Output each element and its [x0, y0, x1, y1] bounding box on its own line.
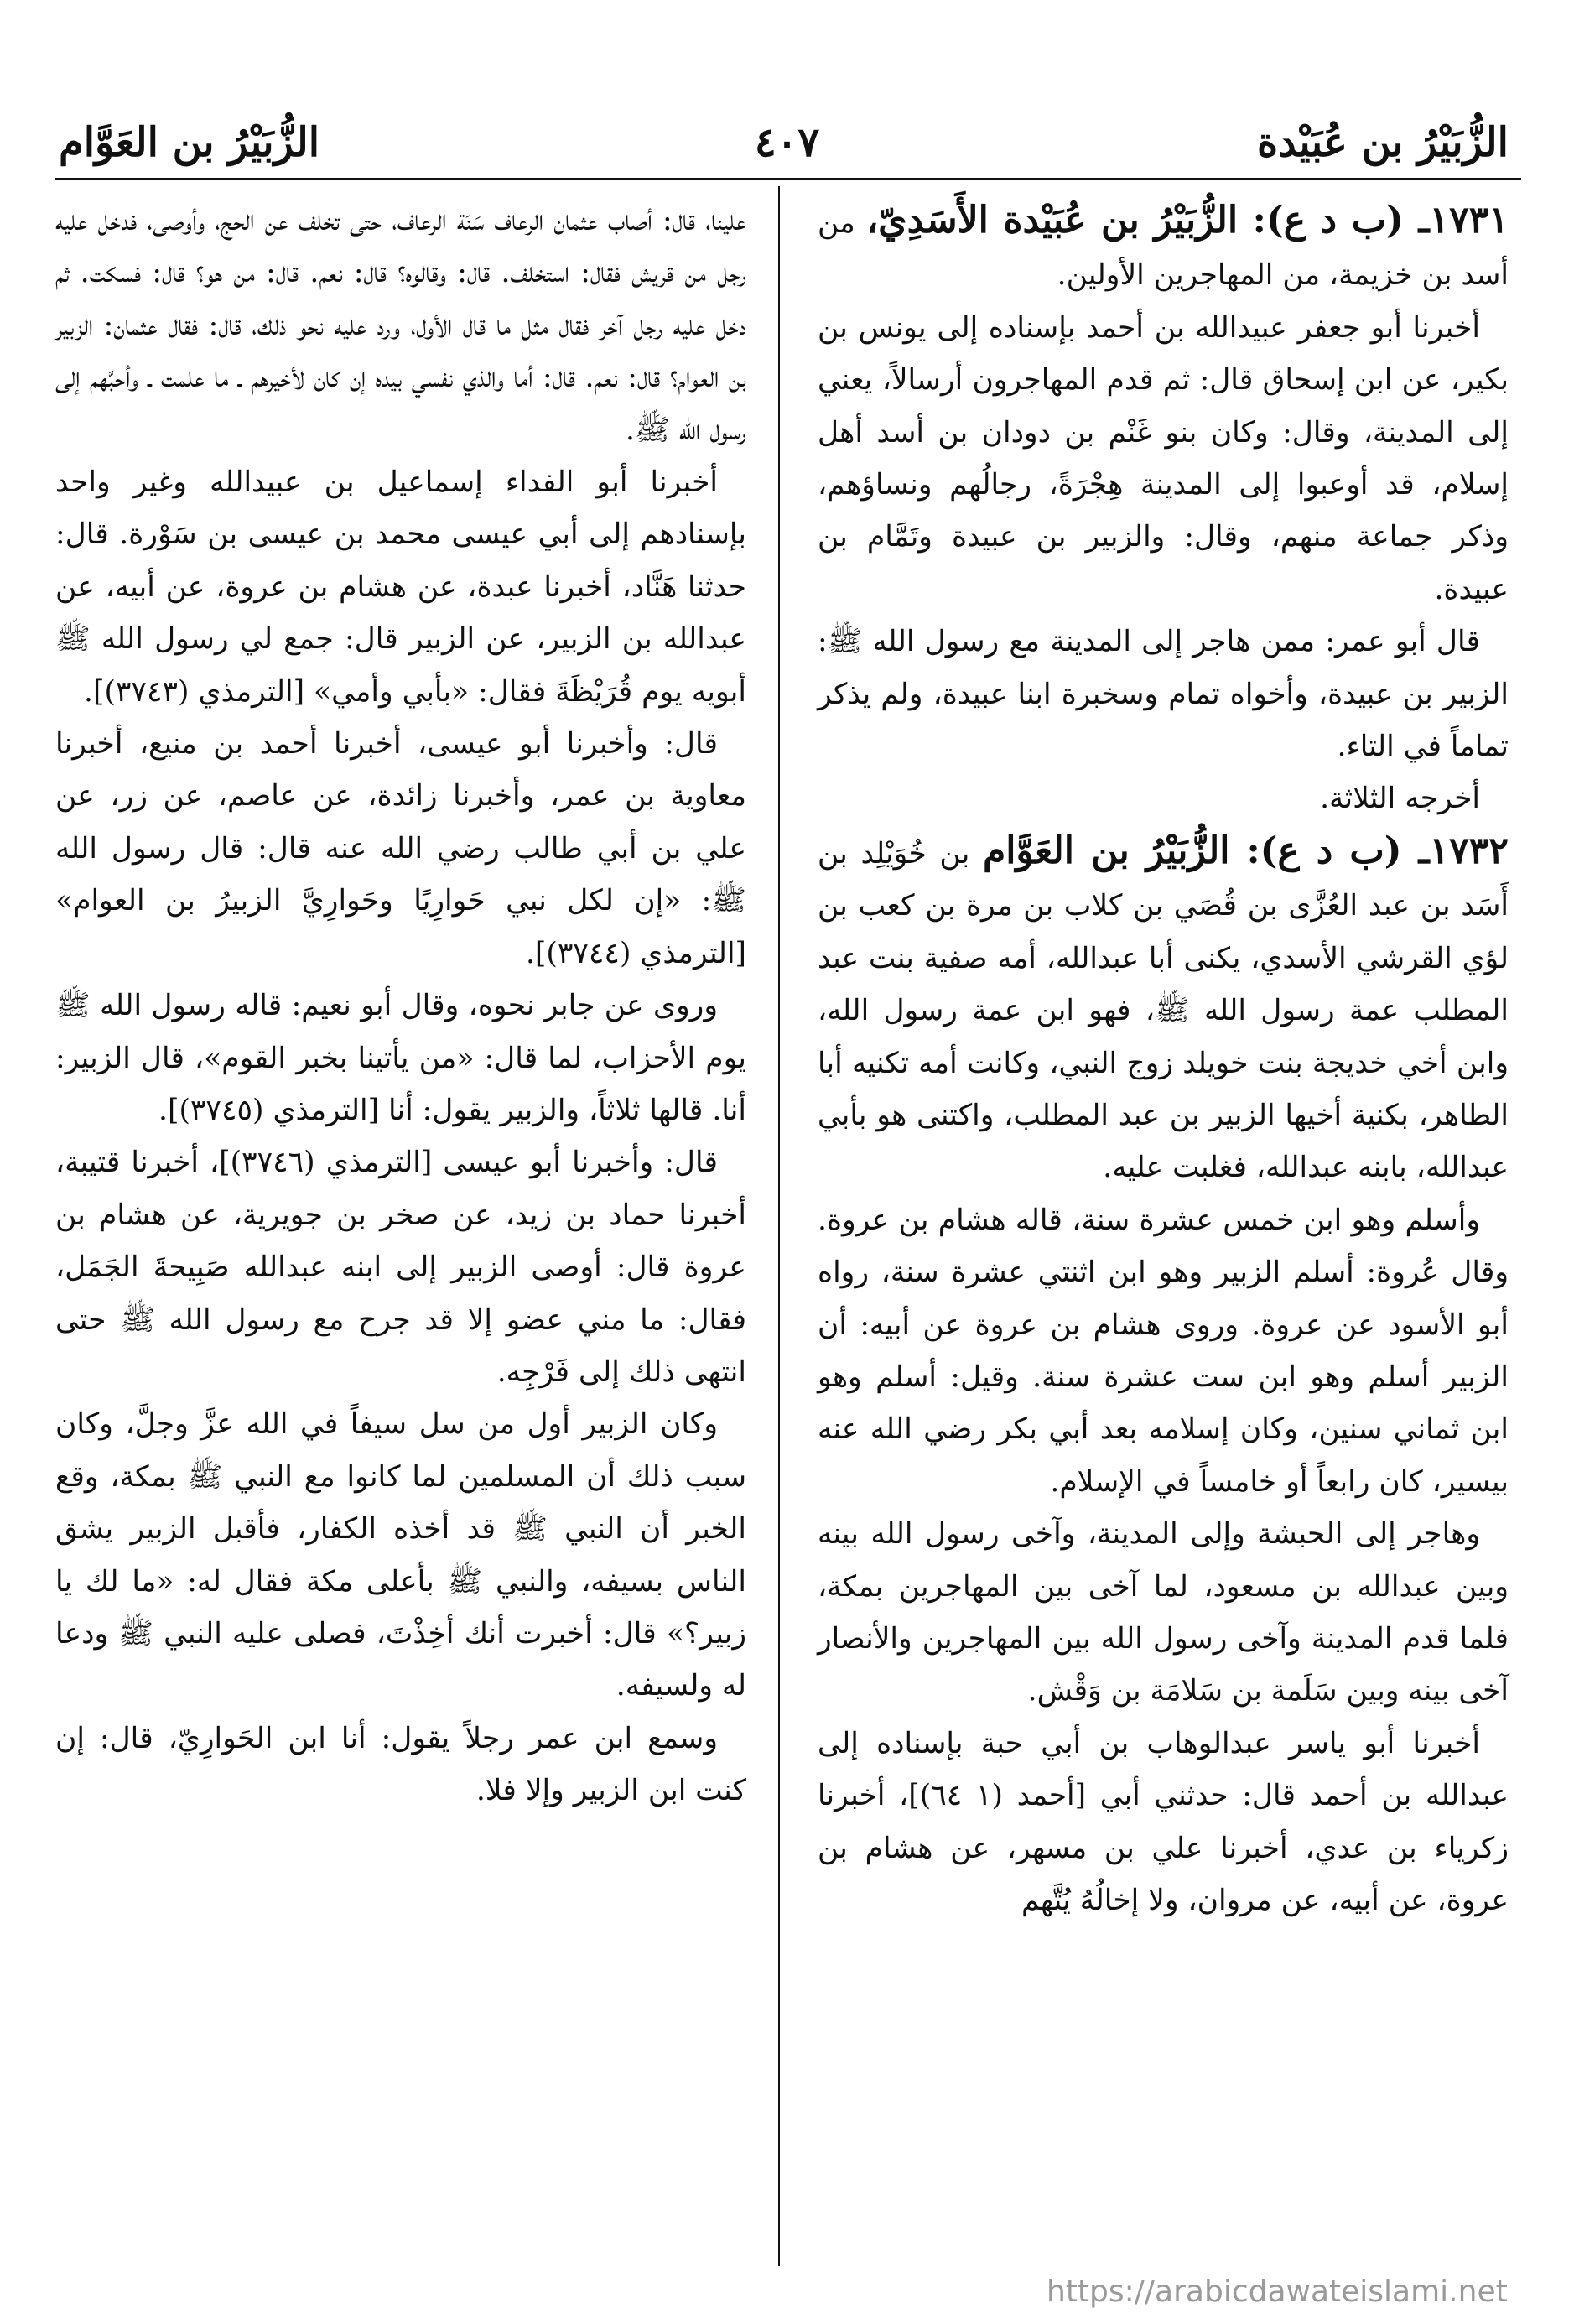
page-number: ٤٠٧	[754, 119, 820, 166]
biography-entry	[818, 195, 1509, 302]
header-rule	[55, 178, 1521, 180]
entry-heading: ١٧٣٢ـ (ب د ع): الزُّبَيْرُ بن العَوَّام	[982, 829, 1509, 872]
paragraph: أخبرنا أبو ياسر عبدالوهاب بن أبي حبة بإسناده إلى عبدالله بن أحمد قال: حدثني أبي [أحمد (١ ٦٤)]، أخبرنا زكرياء بن عدي، أخبرنا علي بن مسهر، عن هشام بن عروة، عن أبيه، عن مروان، ولا إخالُهُ يُتَّهم	[818, 1726, 1509, 1917]
paragraph: وهاجر إلى الحبشة وإلى المدينة، وآخى رسول الله بينه وبين عبدالله بن مسعود، لما آخى بين المهاجرين بمكة، فلما قدم المدينة وآخى رسول الله بين المهاجرين والأنصار آخى بينه وبين سَلَمة بن سَلامَة بن وَقْش.	[818, 1517, 1509, 1708]
paragraph: أخرجه الثلاثة.	[1320, 782, 1480, 816]
paragraph: قال: وأخبرنا أبو عيسى [الترمذي (٣٧٤٦)]، أخبرنا قتيبة، أخبرنا حماد بن زيد، عن صخر بن جويرية، عن هشام بن عروة قال: أوصى الزبير إلى ابنه عبدالله صَبِيحةَ الجَمَل، فقال: ما مني عضو إلا قد جرح مع رسول الله ﷺ حتى انتهى ذلك إلى فَرْجِه.	[55, 1146, 746, 1389]
paragraph: وسمع ابن عمر رجلاً يقول: أنا ابن الحَوارِيّ، قال: إن كنت ابن الزبير وإلا فلا.	[55, 1721, 746, 1808]
paragraph: وكان الزبير أول من سل سيفاً في الله عزَّ وجلَّ، وكان سبب ذلك أن المسلمين لما كانوا مع النبي ﷺ بمكة، وقع الخبر أن النبي ﷺ قد أخذه الكفار، فأقبل الزبير يشق الناس بسيفه، والنبي ﷺ بأعلى مكة فقال له: «ما لك يا زبير؟» قال: أخبرت أنك أخِذْتَ، فصلى عليه النبي ﷺ ودعا له ولسيفه.	[55, 1407, 746, 1703]
watermark-url: https://arabicdawateislami.net	[1047, 2275, 1508, 2309]
column-divider	[778, 186, 780, 2266]
left-column	[55, 195, 746, 1817]
entry-heading: ١٧٣١ـ (ب د ع): الزُّبَيْرُ بن عُبَيْدة الأَسَدِيّ،	[865, 199, 1509, 242]
running-header-right: الزُّبَيْرُ بن عُبَيْدة	[1256, 119, 1509, 166]
right-column	[818, 195, 1509, 1926]
paragraph: أخبرنا أبو جعفر عبيدالله بن أحمد بإسناده إلى يونس بن بكير، عن ابن إسحاق قال: ثم قدم المهاجرون أرسالاً، يعني إلى المدينة، وقال: وكان بنو غَنْم بن دودان بن أسد أهل إسلام، قد أوعبوا إلى المدينة هِجْرَةً، رجالُهم ونساؤهم، وذكر جماعة منهم، وقال: والزبير بن عبيدة وتَمَّام بن عبيدة.	[818, 310, 1509, 606]
paragraph: وروى عن جابر نحوه، وقال أبو نعيم: قاله رسول الله ﷺ يوم الأحزاب، لما قال: «من يأتينا بخبر القوم»، قال الزبير: أنا. قالها ثلاثاً، والزبير يقول: أنا [الترمذي (٣٧٤٥)].	[55, 989, 746, 1127]
paragraph: قال أبو عمر: ممن هاجر إلى المدينة مع رسول الله ﷺ: الزبير بن عبيدة، وأخواه تمام وسخبرة ابنا عبيدة، ولم يذكر تماماً في التاء.	[818, 625, 1509, 764]
paragraph: قال: وأخبرنا أبو عيسى، أخبرنا أحمد بن منيع، أخبرنا معاوية بن عمر، وأخبرنا زائدة، عن عاصم، عن زر، عن علي بن أبي طالب رضي الله عنه قال: قال رسول الله ﷺ: «إن لكل نبي حَوارِيًا وحَوارِيَّ الزبيرُ بن العوام» [الترمذي (٣٧٤٤)].	[55, 727, 746, 970]
paragraph: أخبرنا أبو الفداء إسماعيل بن عبيدالله وغير واحد بإسنادهم إلى أبي عيسى محمد بن عيسى بن سَوْرة. قال: حدثنا هَنَّاد، أخبرنا عبدة، عن هشام بن عروة، عن أبيه، عن عبدالله بن الزبير، عن الزبير قال: جمع لي رسول الله ﷺ أبويه يوم قُرَيْظَةَ فقال: «بأبي وأمي» [الترمذي (٣٧٤٣)].	[55, 465, 746, 709]
biography-entry	[818, 825, 1509, 1194]
paragraph: علينا، قال: أصاب عثمان الرعاف سَنَة الرعاف، حتى تخلف عن الحج، وأوصى، فدخل عليه رجل من قريش فقال: استخلف. قال: وقالوه؟ قال: نعم. قال: من هو؟ قال: فسكت. ثم دخل عليه رجل آخر فقال مثل ما قال الأول، ورد عليه نحو ذلك، قال: فقال عثمان: الزبير بن العوام؟ قال: نعم. قال: أما والذي نفسي بيده إن كان لأخيرهم ـ ما علمت ـ وأحبَّهم إلى رسول الله ﷺ.	[55, 204, 746, 447]
entry-text: بن خُوَيْلِد بن أَسَد بن عبد العُزَّى بن قُصَي بن كلاب بن مرة بن كعب بن لؤي القرشي الأسدي، يكنى أبا عبدالله، أمه صفية بنت عبد المطلب عمة رسول الله ﷺ، فهو ابن عمة رسول الله، وابن أخي خديجة بنت خويلد زوج النبي، وكانت أمه تكنيه أبا الطاهر، بكنية أخيها الزبير بن عبد المطلب، واكتنى هو بأبي عبدالله، بابنه عبدالله، فغلبت عليه.	[818, 836, 1509, 1185]
running-header-left: الزُّبَيْرُ بن العَوَّام	[59, 119, 320, 166]
paragraph: وأسلم وهو ابن خمس عشرة سنة، قاله هشام بن عروة. وقال عُروة: أسلم الزبير وهو ابن اثنتي عشرة سنة، رواه أبو الأسود عن عروة. وروى هشام بن عروة عن أبيه: أن الزبير أسلم وهو ابن ست عشرة سنة. وقيل: أسلم وهو ابن ثماني سنين، وكان إسلامه بعد أبي بكر رضي الله عنه بيسير، كان رابعاً أو خامساً في الإسلام.	[818, 1203, 1509, 1499]
entry-text: من أسد بن خزيمة، من المهاجرين الأولين.	[818, 206, 1509, 293]
